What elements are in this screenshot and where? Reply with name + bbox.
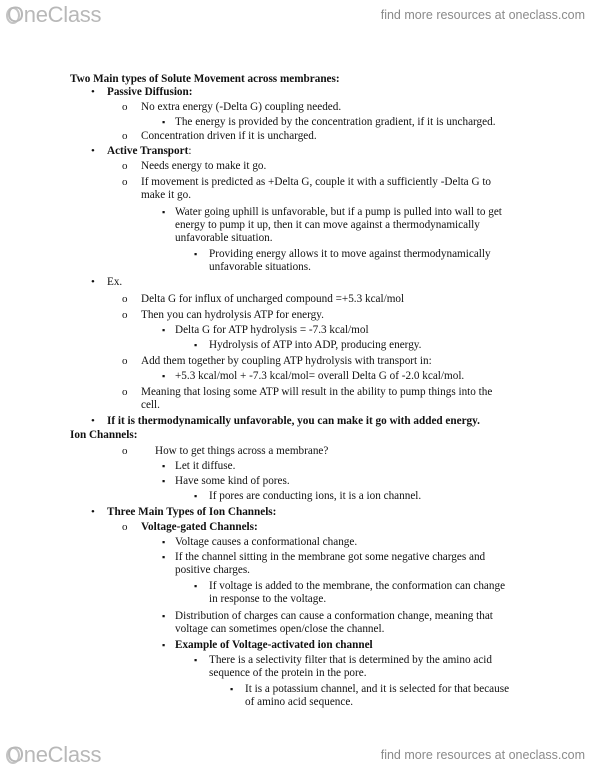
logo-text: OneClass: [7, 742, 102, 767]
subheading: Voltage-gated Channels:: [141, 521, 258, 533]
bullet-square: [194, 580, 197, 593]
text-line: If voltage is added to the membrane, the conformation can change: [209, 580, 506, 592]
bullet-circle: [122, 445, 128, 458]
bold-statement: If it is thermodynamically unfavorable, you can make it go with added energy.: [107, 415, 480, 427]
text-line: unfavorable situation.: [175, 232, 273, 244]
bullet-disc: [91, 276, 95, 289]
header-tagline-link[interactable]: find more resources at oneclass.com: [380, 8, 585, 22]
bullet-square: [162, 324, 165, 337]
bullet-square: [162, 370, 165, 383]
bullet-square: [162, 460, 165, 473]
text-line: Providing energy allows it to move against thermodynamically: [209, 248, 491, 260]
bullet-disc: [91, 86, 95, 99]
page-header: [0, 0, 595, 30]
subheading: Example of Voltage-activated ion channel: [175, 639, 373, 651]
oneclass-logo[interactable]: [6, 2, 101, 28]
bullet-square: [194, 339, 197, 352]
footer-tagline-link[interactable]: find more resources at oneclass.com: [380, 748, 585, 762]
bullet-disc: [91, 145, 95, 158]
subheading: Active Transport:: [107, 145, 192, 157]
subheading: Three Main Types of Ion Channels:: [107, 506, 277, 518]
bullet-square: [194, 654, 197, 667]
bullet-square: [162, 475, 165, 488]
bullet-square: [162, 551, 165, 564]
text-line: Let it diffuse.: [175, 460, 236, 472]
text-line: Concentration driven if it is uncharged.: [141, 130, 317, 142]
text-line: make it go.: [141, 189, 192, 201]
bullet-square: [162, 639, 165, 652]
text-line: How to get things across a membrane?: [155, 445, 329, 457]
text-line: Needs energy to make it go.: [141, 160, 267, 172]
text-line: No extra energy (-Delta G) coupling needed.: [141, 101, 342, 113]
text-line: cell.: [141, 399, 160, 411]
text-line: Delta G for ATP hydrolysis = -7.3 kcal/mol: [175, 324, 369, 336]
bullet-circle: [122, 355, 128, 368]
bullet-disc: [91, 506, 95, 519]
text-line: Delta G for influx of uncharged compound =+5.3 kcal/mol: [141, 293, 405, 305]
text-line: If the channel sitting in the membrane got some negative charges and: [175, 551, 486, 563]
bullet-circle: [122, 160, 128, 173]
logo-text: OneClass: [7, 2, 102, 27]
bullet-square: [194, 248, 197, 261]
bullet-circle: [122, 309, 128, 322]
section-heading: Ion Channels:: [70, 429, 138, 441]
bullet-circle: [122, 130, 128, 143]
section-heading: Two Main types of Solute Movement across membranes:: [70, 73, 340, 85]
text-line: Meaning that losing some ATP will result in the ability to pump things into the: [141, 386, 493, 398]
text-line: in response to the voltage.: [209, 593, 327, 605]
text-line: Hydrolysis of ATP into ADP, producing energy.: [209, 339, 422, 351]
bullet-disc: [91, 415, 95, 428]
text-line: positive charges.: [175, 564, 250, 576]
bullet-square: [162, 610, 165, 623]
subheading: Passive Diffusion:: [107, 86, 193, 98]
text-line: If pores are conducting ions, it is a ion channel.: [209, 490, 422, 502]
text-line: Add them together by coupling ATP hydrolysis with transport in:: [141, 355, 432, 367]
text-line: energy to pump it up, then it can move against a thermodynamically: [175, 219, 480, 231]
bullet-circle: [122, 101, 128, 114]
page-footer: [0, 740, 595, 770]
text-line: It is a potassium channel, and it is selected for that because: [245, 683, 510, 695]
text-line: of amino acid sequence.: [245, 696, 354, 708]
bullet-square: [162, 206, 165, 219]
text-line: sequence of the protein in the pore.: [209, 667, 367, 679]
text-line: voltage can sometimes open/close the channel.: [175, 623, 385, 635]
bullet-circle: [122, 521, 128, 534]
text-line: unfavorable situations.: [209, 261, 311, 273]
text-line: Voltage causes a conformational change.: [175, 536, 358, 548]
bullet-square: [162, 116, 165, 129]
text-line: Then you can hydrolysis ATP for energy.: [141, 309, 324, 321]
text-line: There is a selectivity filter that is determined by the amino acid: [209, 654, 493, 666]
text-line: If movement is predicted as +Delta G, couple it with a sufficiently -Delta G to: [141, 176, 492, 188]
bullet-square: [162, 536, 165, 549]
text-line: +5.3 kcal/mol + -7.3 kcal/mol= overall Delta G of -2.0 kcal/mol.: [175, 370, 465, 382]
text-line: Water going uphill is unfavorable, but if a pump is pulled into wall to get: [175, 206, 502, 218]
bullet-circle: [122, 176, 128, 189]
text-line: Ex.: [107, 276, 123, 288]
text-line: Distribution of charges can cause a conformation change, meaning that: [175, 610, 493, 622]
bullet-circle: [122, 293, 128, 306]
bullet-square: [230, 683, 233, 696]
text-line: The energy is provided by the concentration gradient, if it is uncharged.: [175, 116, 496, 128]
bullet-circle: [122, 386, 128, 399]
bullet-square: [194, 490, 197, 503]
oneclass-logo[interactable]: [6, 742, 101, 768]
text-line: Have some kind of pores.: [175, 475, 290, 487]
